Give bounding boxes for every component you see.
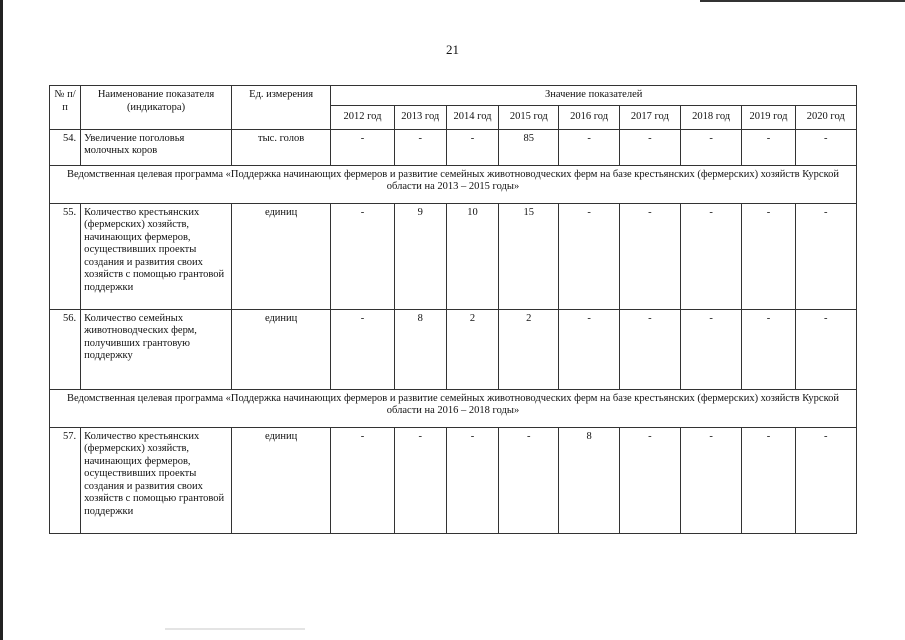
table-row: [50, 203, 857, 309]
indicators-table: [49, 85, 857, 534]
program-title: Ведомственная целевая программа «Поддержка начинающих фермеров и развитие семейных животноводческих ферм на базе крестьянских (фермерских) хозяйств Курской области на 2016 – 2018 годы»: [50, 389, 857, 427]
value-cell: -: [681, 427, 742, 533]
value-cell: 2: [446, 309, 498, 389]
unit: единиц: [231, 427, 330, 533]
unit: единиц: [231, 309, 330, 389]
header-year: 2015 год: [499, 105, 559, 129]
row-number: 57.: [50, 427, 81, 533]
indicator-name: Количество крестьянских (фермерских) хозяйств, начинающих фермеров, осуществивших проекты создания и развития своих хозяйств с помощью грантовой поддержки: [81, 203, 232, 309]
value-cell: -: [619, 427, 680, 533]
top-edge-rule: [700, 0, 905, 2]
value-cell: 85: [499, 129, 559, 165]
value-cell: -: [331, 129, 394, 165]
value-cell: 10: [446, 203, 498, 309]
header-year: 2018 год: [681, 105, 742, 129]
indicator-name: Увеличение поголовья молочных коров: [81, 129, 232, 165]
value-cell: -: [742, 203, 795, 309]
value-cell: -: [331, 203, 394, 309]
program-row: [50, 389, 857, 427]
value-cell: -: [331, 309, 394, 389]
value-cell: -: [742, 129, 795, 165]
value-cell: 15: [499, 203, 559, 309]
value-cell: -: [681, 129, 742, 165]
value-cell: -: [559, 309, 619, 389]
value-cell: -: [394, 427, 446, 533]
indicator-name: Количество семейных животноводческих ферм, получивших грантовую поддержку: [81, 309, 232, 389]
value-cell: 9: [394, 203, 446, 309]
header-row-top: [50, 86, 857, 106]
value-cell: -: [394, 129, 446, 165]
value-cell: -: [619, 203, 680, 309]
value-cell: -: [795, 309, 856, 389]
unit: единиц: [231, 203, 330, 309]
value-cell: -: [795, 203, 856, 309]
header-values: Значение показателей: [331, 86, 857, 106]
row-number: 54.: [50, 129, 81, 165]
value-cell: 2: [499, 309, 559, 389]
program-row: [50, 165, 857, 203]
value-cell: 8: [394, 309, 446, 389]
scan-artifact: [165, 628, 305, 630]
value-cell: -: [742, 427, 795, 533]
header-year: 2013 год: [394, 105, 446, 129]
value-cell: -: [559, 203, 619, 309]
header-year: 2020 год: [795, 105, 856, 129]
header-indicator-name: Наименование показателя (индикатора): [81, 86, 232, 130]
table-row: [50, 129, 857, 165]
value-cell: 8: [559, 427, 619, 533]
header-year: 2019 год: [742, 105, 795, 129]
value-cell: -: [681, 203, 742, 309]
indicator-name: Количество крестьянских (фермерских) хозяйств, начинающих фермеров, осуществивших проекты создания и развития своих хозяйств с помощью грантовой поддержки: [81, 427, 232, 533]
table-row: [50, 309, 857, 389]
row-number: 56.: [50, 309, 81, 389]
value-cell: -: [446, 129, 498, 165]
row-number: 55.: [50, 203, 81, 309]
value-cell: -: [619, 309, 680, 389]
unit: тыс. голов: [231, 129, 330, 165]
value-cell: -: [619, 129, 680, 165]
header-year: 2017 год: [619, 105, 680, 129]
header-unit: Ед. измерения: [231, 86, 330, 130]
header-year: 2016 год: [559, 105, 619, 129]
page-number: 21: [446, 42, 459, 57]
value-cell: -: [559, 129, 619, 165]
value-cell: -: [795, 427, 856, 533]
header-number: № п/п: [50, 86, 81, 130]
program-title: Ведомственная целевая программа «Поддержка начинающих фермеров и развитие семейных животноводческих ферм на базе крестьянских (фермерских) хозяйств Курской области на 2013 – 2015 годы»: [50, 165, 857, 203]
value-cell: -: [742, 309, 795, 389]
table-row: [50, 427, 857, 533]
header-year: 2014 год: [446, 105, 498, 129]
value-cell: -: [499, 427, 559, 533]
scan-left-edge: [0, 0, 3, 640]
value-cell: -: [681, 309, 742, 389]
header-year: 2012 год: [331, 105, 394, 129]
value-cell: -: [331, 427, 394, 533]
value-cell: -: [446, 427, 498, 533]
value-cell: -: [795, 129, 856, 165]
